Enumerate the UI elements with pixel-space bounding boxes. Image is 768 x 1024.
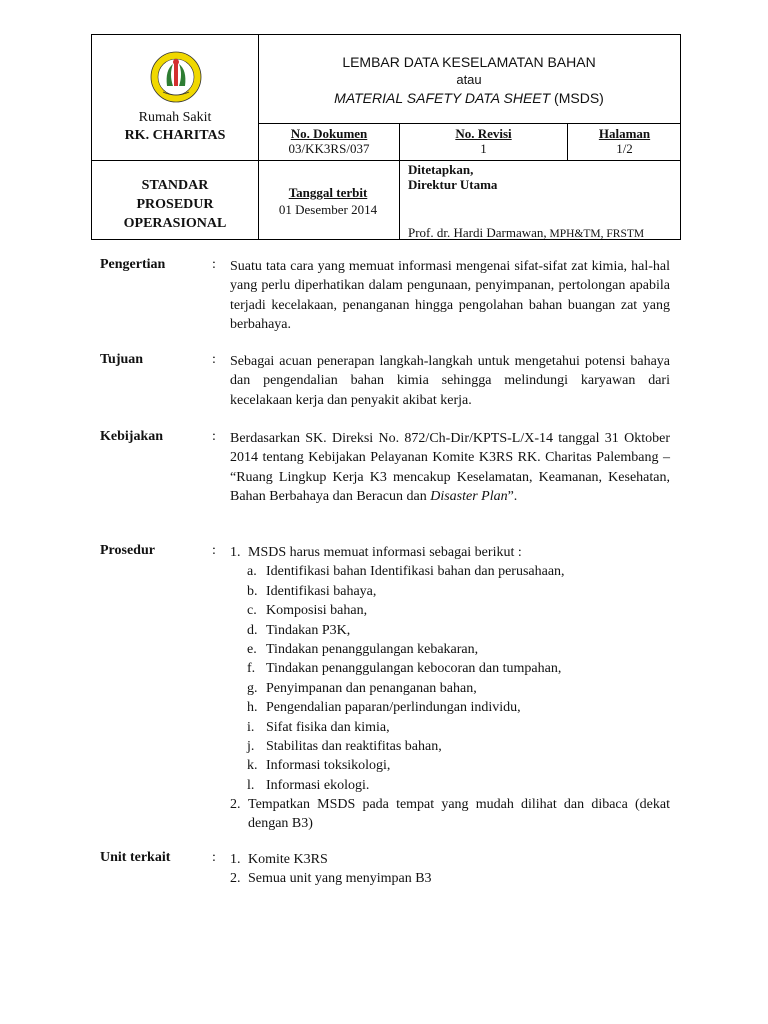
- list-text: Pengendalian paparan/perlindungan individu,: [266, 700, 521, 716]
- list-item: [230, 679, 670, 698]
- page-label: Halaman: [598, 126, 651, 141]
- list-letter: f.: [247, 661, 256, 677]
- hospital-logo: [145, 50, 207, 104]
- prosedur-list: [230, 543, 670, 834]
- doc-number-cell: [259, 126, 399, 156]
- list-text: Tindakan P3K,: [266, 622, 351, 638]
- list-letter: a.: [247, 564, 257, 580]
- list-letter: b.: [247, 583, 258, 599]
- kebijakan-text-main: Berdasarkan SK. Direksi No. 872/Ch-Dir/KPTS-L/X-14 tanggal 31 Oktober 2014 tentang Kebijakan Pelayanan Komite K3RS RK. Charitas Palembang – “Ruang Lingkup Kerja K3 mencakup Keselamatan, Keamanan, Kesehatan, Bahan Berbahaya dan Beracun dan: [230, 431, 670, 505]
- list-text: Komite K3RS: [248, 852, 328, 867]
- list-item: [230, 795, 670, 834]
- issue-date-value: 01 Desember 2014: [278, 202, 378, 217]
- list-text: Sifat fisika dan kimia,: [266, 719, 390, 735]
- list-item: [230, 640, 670, 659]
- list-text: Komposisi bahan,: [266, 603, 368, 619]
- issue-date-label: Tanggal terbit: [288, 185, 368, 200]
- list-item: [230, 869, 670, 888]
- list-letter: c.: [247, 603, 257, 619]
- colon: :: [212, 850, 216, 865]
- list-number: 2.: [230, 797, 241, 813]
- list-text: Tindakan penanggulangan kebakaran,: [266, 641, 479, 657]
- list-item: [230, 562, 670, 581]
- list-letter: j.: [247, 738, 255, 754]
- list-text: Tindakan penanggulangan kebocoran dan tumpahan,: [266, 661, 562, 677]
- hospital-line2: RK. CHARITAS: [124, 128, 226, 143]
- list-text: Semua unit yang menyimpan B3: [248, 871, 432, 887]
- approval-line1: Ditetapkan,: [408, 162, 474, 177]
- pengertian-label: Pengertian: [100, 257, 166, 272]
- list-item: [230, 776, 670, 795]
- page-cell: [568, 126, 681, 156]
- list-item: [230, 737, 670, 756]
- document-title: [258, 53, 680, 107]
- sop-line1: STANDAR: [141, 178, 209, 193]
- list-number: 1.: [230, 852, 241, 867]
- hospital-line1: Rumah Sakit: [138, 110, 212, 125]
- doc-number-label: No. Dokumen: [290, 126, 368, 141]
- prosedur-label: Prosedur: [100, 543, 155, 558]
- revision-label: No. Revisi: [455, 126, 512, 141]
- list-item: [230, 698, 670, 717]
- list-number: 2.: [230, 871, 241, 887]
- list-letter: h.: [247, 700, 258, 716]
- signer: [408, 225, 644, 242]
- sop-line3: OPERASIONAL: [123, 216, 227, 231]
- list-item: [230, 756, 670, 775]
- colon: :: [212, 429, 216, 444]
- list-item: [230, 543, 670, 562]
- list-text: MSDS harus memuat informasi sebagai berikut :: [248, 545, 522, 560]
- signer-title: MPH&TM, FRSTM: [546, 228, 645, 240]
- revision-value: 1: [480, 141, 487, 156]
- list-item: [230, 718, 670, 737]
- list-text: Tempatkan MSDS pada tempat yang mudah dilihat dan dibaca (dekat dengan B3): [248, 797, 670, 832]
- header-divider: [91, 160, 681, 161]
- list-number: 1.: [230, 545, 241, 560]
- header-divider: [258, 123, 681, 124]
- kebijakan-text-italic: Disaster Plan: [430, 489, 508, 505]
- sop-line2: PROSEDUR: [136, 197, 214, 212]
- list-item: [230, 621, 670, 640]
- title-line2: atau: [456, 72, 482, 87]
- list-text: Identifikasi bahaya,: [266, 583, 377, 599]
- unit-list: [230, 850, 670, 889]
- list-item: [230, 601, 670, 620]
- issue-date-cell: [259, 184, 397, 218]
- list-item: [230, 850, 670, 869]
- title-line3-italic: MATERIAL SAFETY DATA SHEET: [334, 90, 551, 106]
- list-item: [230, 659, 670, 678]
- hospital-name: [92, 109, 258, 145]
- list-letter: i.: [247, 719, 255, 735]
- list-text: Informasi toksikologi,: [266, 758, 391, 774]
- list-letter: g.: [247, 680, 258, 696]
- list-item: [230, 582, 670, 601]
- colon: :: [212, 352, 216, 367]
- kebijakan-label: Kebijakan: [100, 429, 164, 444]
- list-text: Informasi ekologi.: [266, 777, 370, 793]
- colon: :: [212, 257, 216, 272]
- title-line1: LEMBAR DATA KESELAMATAN BAHAN: [342, 54, 596, 70]
- list-letter: l.: [247, 777, 255, 793]
- page-value: 1/2: [616, 141, 633, 156]
- kebijakan-text: [230, 429, 670, 507]
- list-text: Stabilitas dan reaktifitas bahan,: [266, 738, 442, 754]
- tujuan-text: Sebagai acuan penerapan langkah-langkah untuk mengetahui potensi bahaya dan pengendalian bahan kimia sehingga melindungi karyawan dari kecelakaan kerja dan penyakit akibat kerja.: [230, 354, 670, 408]
- pengertian-text: Suatu tata cara yang memuat informasi mengenai sifat-sifat zat kimia, hal-hal yang perlu diperhatikan dalam pengunaan, penyimpanan, pertolongan apabila terjadi kecelakaan, penanganan hingga pengolahan bahan buangan zat yang berbahaya.: [230, 259, 670, 333]
- list-text: Identifikasi bahan Identifikasi bahan dan perusahaan,: [266, 564, 565, 580]
- unit-label: Unit terkait: [100, 850, 171, 865]
- colon: :: [212, 543, 216, 558]
- signer-name: Prof. dr. Hardi Darmawan,: [408, 225, 547, 240]
- kebijakan-text-end: ”.: [507, 489, 518, 505]
- list-letter: k.: [247, 758, 258, 774]
- title-line3: [258, 89, 680, 107]
- list-letter: e.: [247, 641, 257, 657]
- revision-cell: [400, 126, 567, 156]
- approval-block: [408, 162, 497, 192]
- tujuan-label: Tujuan: [100, 352, 144, 367]
- sop-label: [92, 176, 258, 233]
- list-letter: d.: [247, 622, 258, 638]
- title-line3-suffix: (MSDS): [550, 90, 604, 106]
- approval-line2: Direktur Utama: [408, 177, 498, 192]
- list-text: Penyimpanan dan penanganan bahan,: [266, 680, 477, 696]
- doc-number-value: 03/KK3RS/037: [288, 141, 370, 156]
